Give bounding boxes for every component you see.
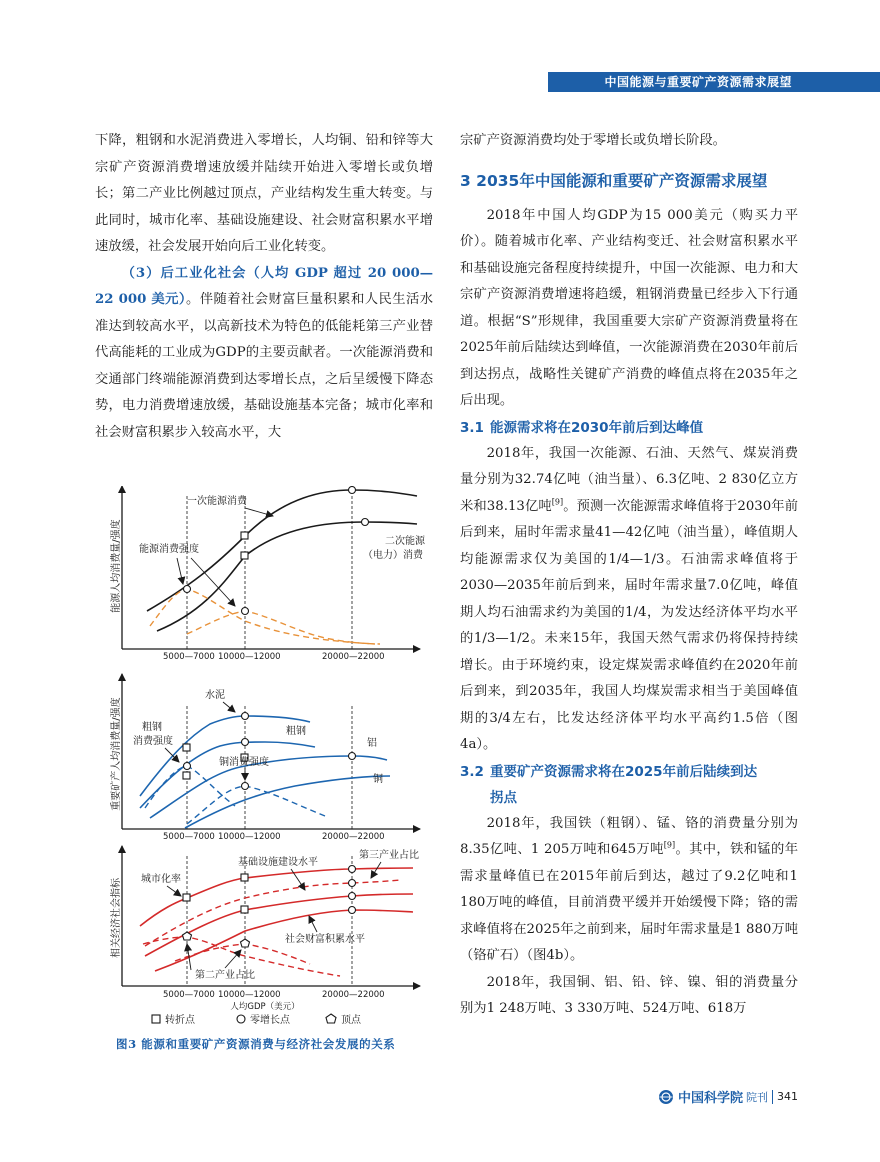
panel-a-ylabel: 能源人均消费量/强度 xyxy=(111,519,122,613)
legend-peak-icon xyxy=(326,1014,336,1023)
zero-growth-marker xyxy=(349,487,356,494)
zero-growth-marker xyxy=(242,713,249,720)
legend-turning-point-label: 转折点 xyxy=(165,1015,195,1026)
running-header-title: 中国能源与重要矿产资源需求展望 xyxy=(604,75,792,89)
pointer-line xyxy=(223,702,235,712)
s31-reference: [9] xyxy=(551,497,564,507)
legend-zero-growth-label: 零增长点 xyxy=(250,1015,290,1026)
subsection-3-1-number: 3.1 xyxy=(460,419,484,436)
turning-point-marker xyxy=(183,894,190,901)
legend-peak-label: 顶点 xyxy=(341,1015,361,1026)
label-energy-intensity: 能源消费强度 xyxy=(139,544,199,555)
peak-marker xyxy=(241,939,250,947)
zero-growth-marker xyxy=(184,763,191,770)
x-tick-3: 20000—22000 xyxy=(322,652,385,662)
panel-b xyxy=(109,674,420,842)
x-tick-1: 5000—7000 xyxy=(163,990,215,1000)
x-tick-3: 20000—22000 xyxy=(322,990,385,1000)
cas-logo-text: 中国科学院 xyxy=(677,1091,743,1106)
copper-intensity-curve xyxy=(187,786,325,824)
zero-growth-marker xyxy=(349,866,356,873)
panel-c xyxy=(109,846,420,1012)
label-primary-energy: 一次能源消费 xyxy=(187,496,247,507)
s32-reference: [9] xyxy=(663,840,676,850)
pointer-line xyxy=(177,558,183,584)
page-footer xyxy=(658,1087,798,1106)
figure-3 xyxy=(95,486,440,1026)
x-axis-label: 人均GDP（美元） xyxy=(230,1002,300,1012)
s31-text-b: 。预测一次能源需求峰值将于2030年前后到来，届时年需求量41—42亿吨（油当量），峰值期人均能源需求仅为美国的1/4—1/3。石油需求峰值将于2030—2035年前后到来，届时年需求量7.0亿吨，峰值期人均石油需求约为美国的1/4，为发达经济体平均水平的1/3—1/2。未来15年，我国天然气需求仍将保持持续增长。由于环境约束，设定煤炭需求峰值约在2020年前后到来，到2035年，我国人均煤炭需求相当于美国峰值期的3/4左右，比发达经济体平均水平高约1.5倍（图4a）。 xyxy=(460,498,798,752)
subsection-3-2-title xyxy=(460,759,798,811)
turning-point-marker xyxy=(183,744,190,751)
turning-point-marker xyxy=(241,906,248,913)
zero-growth-marker xyxy=(349,753,356,760)
cement-curve xyxy=(140,716,310,796)
x-tick-1: 5000—7000 xyxy=(163,652,215,662)
label-tertiary-share: 第三产业占比 xyxy=(359,850,419,861)
s32-text-b: 。其中，铁和锰的年需求量峰值已在2015年前后到达，越过了9.2亿吨和1 180万吨的峰值，目前消费平缓并开始缓慢下降；铬的需求峰值将在2025年之前到来，届时年需求量是1 880万吨（铬矿石）（图4b）。 xyxy=(460,842,798,963)
s32-text-a: 2018年，我国铁（粗钢）、锰、铬的消费量分别为8.35亿吨、1 205万吨和645万吨 xyxy=(460,815,798,857)
x-tick-1: 5000—7000 xyxy=(163,832,215,842)
zero-growth-marker xyxy=(184,586,191,593)
label-aluminum: 铝 xyxy=(367,738,377,749)
figure-3-diagram xyxy=(95,486,440,1026)
secondary-energy-curve xyxy=(157,522,417,631)
turning-point-marker xyxy=(183,772,190,779)
legend-turning-point-icon xyxy=(152,1015,160,1023)
panel-c-ylabel: 相关经济社会指标 xyxy=(111,878,122,958)
wealth-curve xyxy=(155,910,413,971)
label-infrastructure: 基础设施建设水平 xyxy=(238,857,318,868)
label-copper-intensity: 铜消费强度 xyxy=(219,757,269,768)
section-3-paragraph: 2018年中国人均GDP为15 000美元（购买力平价）。随着城市化率、产业结构变迁、社会财富积累水平和基础设施完备程度持续提升，中国一次能源、电力和大宗矿产资源消费增速将趋缓，粗钢消费量已经步入下行通道。根据“S”形规律，我国重要大宗矿产资源消费量将在2025年前后陆续达到峰值，一次能源消费在2030年前后到达拐点，战略性关键矿产消费的峰值点将在2035年之后出现。 xyxy=(460,207,798,408)
turning-point-marker xyxy=(241,532,248,539)
subsection-3-1-text: 能源需求将在2030年前后到达峰值 xyxy=(490,419,704,436)
subsection-3-2-text-line2: 拐点 xyxy=(490,789,517,806)
post-industrial-heading: （3）后工业化社会（人均 GDP 超过 20 000—22 000 美元） xyxy=(95,265,433,307)
zero-growth-marker xyxy=(242,783,249,790)
zero-growth-marker xyxy=(349,880,356,887)
label-steel: 粗钢 xyxy=(286,726,306,737)
zero-growth-marker xyxy=(242,608,249,615)
label-wealth: 社会财富积累水平 xyxy=(285,934,365,945)
figure-caption: 图3 能源和重要矿产资源消费与经济社会发展的关系 xyxy=(116,1037,396,1051)
subsection-3-2-text-line1: 重要矿产资源需求将在2025年前后陆续到达 xyxy=(490,763,758,780)
infrastructure-curve xyxy=(145,894,413,956)
label-cement: 水泥 xyxy=(205,690,225,701)
legend-zero-growth-icon xyxy=(237,1015,245,1023)
label-urbanization: 城市化率 xyxy=(141,874,181,885)
journal-name: 院刊 xyxy=(746,1090,768,1104)
pointer-line xyxy=(167,886,181,896)
panel-b-ylabel: 重要矿产人均消费量/强度 xyxy=(111,697,122,811)
label-steel-intensity-2: 消费强度 xyxy=(133,736,173,747)
label-secondary-energy-2: （电力）消费 xyxy=(363,550,423,561)
zero-growth-marker xyxy=(349,907,356,914)
x-tick-2: 10000—12000 xyxy=(218,652,281,662)
right-paragraph-top: 宗矿产资源消费均处于零增长或负增长阶段。 xyxy=(460,133,726,148)
subsection-3-1-paragraph xyxy=(460,441,798,759)
section-3-title: 3 2035年中国能源和重要矿产资源需求展望 xyxy=(460,171,768,190)
label-secondary-share: 第二产业占比 xyxy=(195,970,255,981)
subsection-3-2-paragraph-2: 2018年，我国铜、铝、铅、锌、镍、钼的消费量分别为1 248万吨、3 330万吨、524万吨、618万 xyxy=(460,974,798,1016)
label-copper: 铜 xyxy=(373,774,383,785)
x-tick-3: 20000—22000 xyxy=(322,832,385,842)
steel-curve xyxy=(140,742,315,808)
pointer-line xyxy=(245,508,273,516)
x-tick-2: 10000—12000 xyxy=(218,990,281,1000)
peak-marker xyxy=(183,932,192,940)
s31-text-a: 2018年，我国一次能源、石油、天然气、煤炭消费量分别为32.74亿吨（油当量）、6.3亿吨、2 830亿立方米和38.13亿吨 xyxy=(460,445,798,514)
cas-logo-icon xyxy=(658,1089,674,1105)
subsection-3-2-number: 3.2 xyxy=(460,763,484,780)
left-column xyxy=(95,128,433,446)
turning-point-marker xyxy=(241,552,248,559)
post-industrial-body: 。伴随着社会财富巨量积累和人民生活水准达到较高水平，以高新技术为特色的低能耗第三产业替代高能耗的工业成为GDP的主要贡献者。一次能源消费和交通部门终端能源消费到达零增长点，之后呈缓慢下降态势，电力消费增速放缓，基础设施基本完备；城市化率和社会财富积累步入较高水平，大 xyxy=(95,292,434,440)
footer-separator xyxy=(772,1090,773,1104)
subsection-3-1-title xyxy=(460,415,798,441)
figure-legend xyxy=(152,1013,362,1026)
pointer-line xyxy=(309,916,317,932)
copper-curve xyxy=(185,776,390,828)
subsection-3-2-paragraph xyxy=(460,811,798,970)
page-number: 341 xyxy=(777,1090,798,1103)
right-column xyxy=(460,128,798,1023)
left-paragraph-2 xyxy=(95,261,433,447)
left-paragraph-1: 下降，粗钢和水泥消费进入零增长，人均铜、铅和锌等大宗矿产资源消费增速放缓并陆续开始进入零增长或负增长；第二产业比例越过顶点，产业结构发生重大转变。与此同时，城市化率、基础设施建设、社会财富积累水平增速放缓，社会发展开始向后工业化转变。 xyxy=(95,133,433,254)
x-tick-2: 10000—12000 xyxy=(218,832,281,842)
zero-growth-marker xyxy=(349,893,356,900)
panel-a xyxy=(109,486,426,662)
turning-point-marker xyxy=(241,874,248,881)
pointer-line xyxy=(371,862,381,878)
energy-intensity-curve-2 xyxy=(187,611,380,644)
pointer-line xyxy=(165,748,179,762)
zero-growth-marker xyxy=(362,519,369,526)
label-secondary-energy-1: 二次能源 xyxy=(385,536,425,547)
zero-growth-marker xyxy=(242,739,249,746)
label-steel-intensity-1: 粗钢 xyxy=(142,722,162,733)
